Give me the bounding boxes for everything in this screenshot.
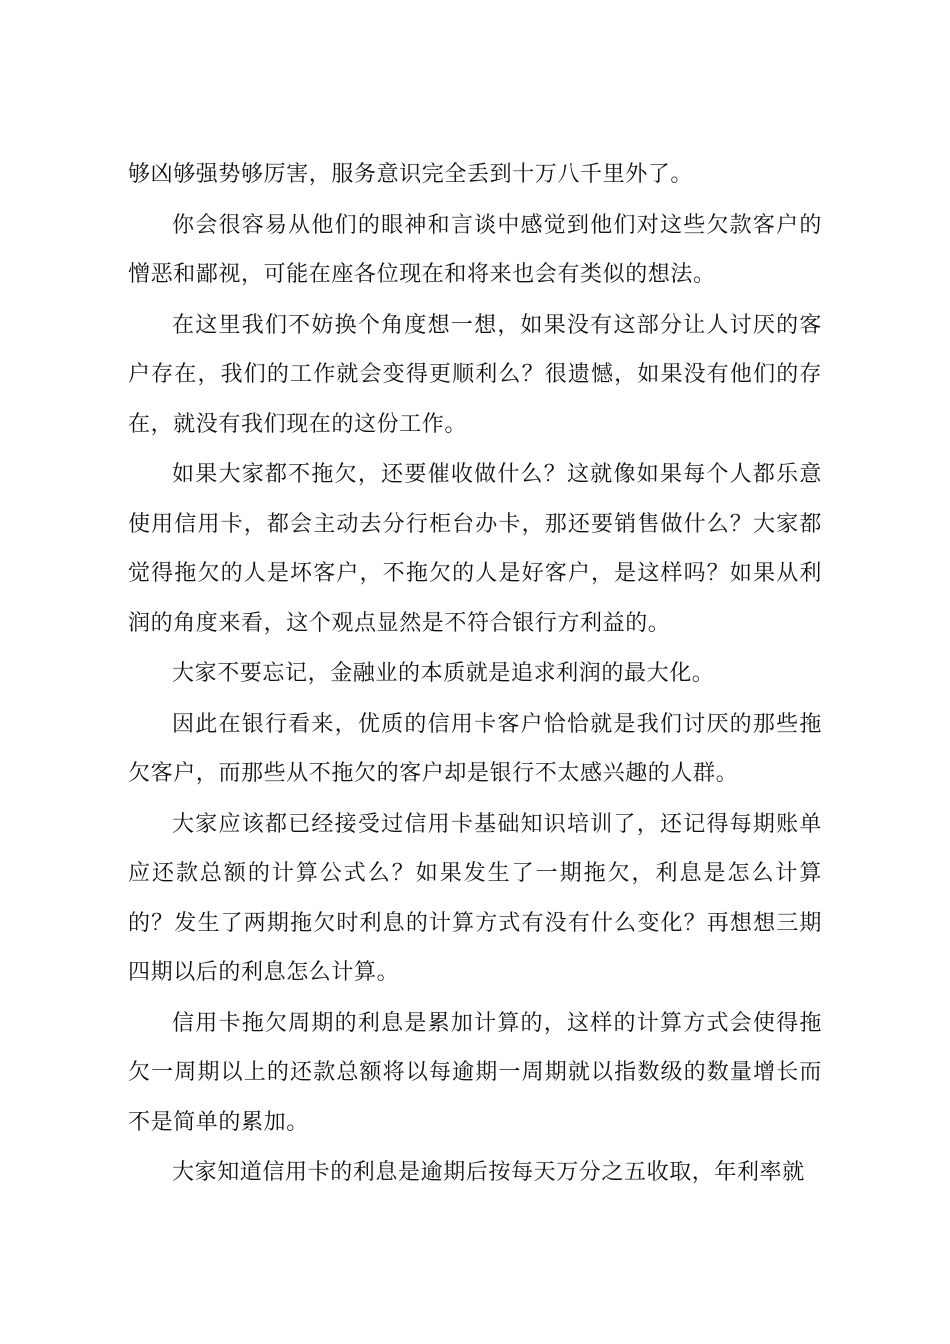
paragraph-perspective: 在这里我们不妨换个角度想一想，如果没有这部分让人讨厌的客户存在，我们的工作就会变得更顺利么？很遗憾，如果没有他们的存在，就没有我们现在的这份工作。 [128, 312, 822, 437]
paragraph-contempt: 你会很容易从他们的眼神和言谈中感觉到他们对这些欠款客户的憎恶和鄙视，可能在座各位现在和将来也会有类似的想法。 [128, 212, 822, 287]
document-body [128, 150, 822, 1199]
paragraph-continuation: 够凶够强势够厉害，服务意识完全丢到十万八千里外了。 [128, 162, 694, 187]
paragraph-quality-customers: 因此在银行看来，优质的信用卡客户恰恰就是我们讨厌的那些拖欠客户，而那些从不拖欠的客户却是银行不太感兴趣的人群。 [128, 711, 822, 786]
paragraph-compound-interest: 信用卡拖欠周期的利息是累加计算的，这样的计算方式会使得拖欠一周期以上的还款总额将以每逾期一周期就以指数级的数量增长而不是简单的累加。 [128, 1010, 822, 1135]
paragraph-finance-essence: 大家不要忘记，金融业的本质就是追求利润的最大化。 [172, 661, 715, 686]
paragraph-profit-angle: 如果大家都不拖欠，还要催收做什么？这就像如果每个人都乐意使用信用卡，都会主动去分行柜台办卡，那还要销售做什么？大家都觉得拖欠的人是坏客户，不拖欠的人是好客户，是这样吗？如果从利润的角度来看，这个观点显然是不符合银行方利益的。 [128, 462, 822, 636]
paragraph-daily-rate: 大家知道信用卡的利息是逾期后按每天万分之五收取，年利率就 [172, 1160, 805, 1185]
paragraph-interest-formula: 大家应该都已经接受过信用卡基础知识培训了，还记得每期账单应还款总额的计算公式么？如果发生了一期拖欠，利息是怎么计算的？发生了两期拖欠时利息的计算方式有没有什么变化？再想想三期四期以后的利息怎么计算。 [128, 811, 822, 985]
